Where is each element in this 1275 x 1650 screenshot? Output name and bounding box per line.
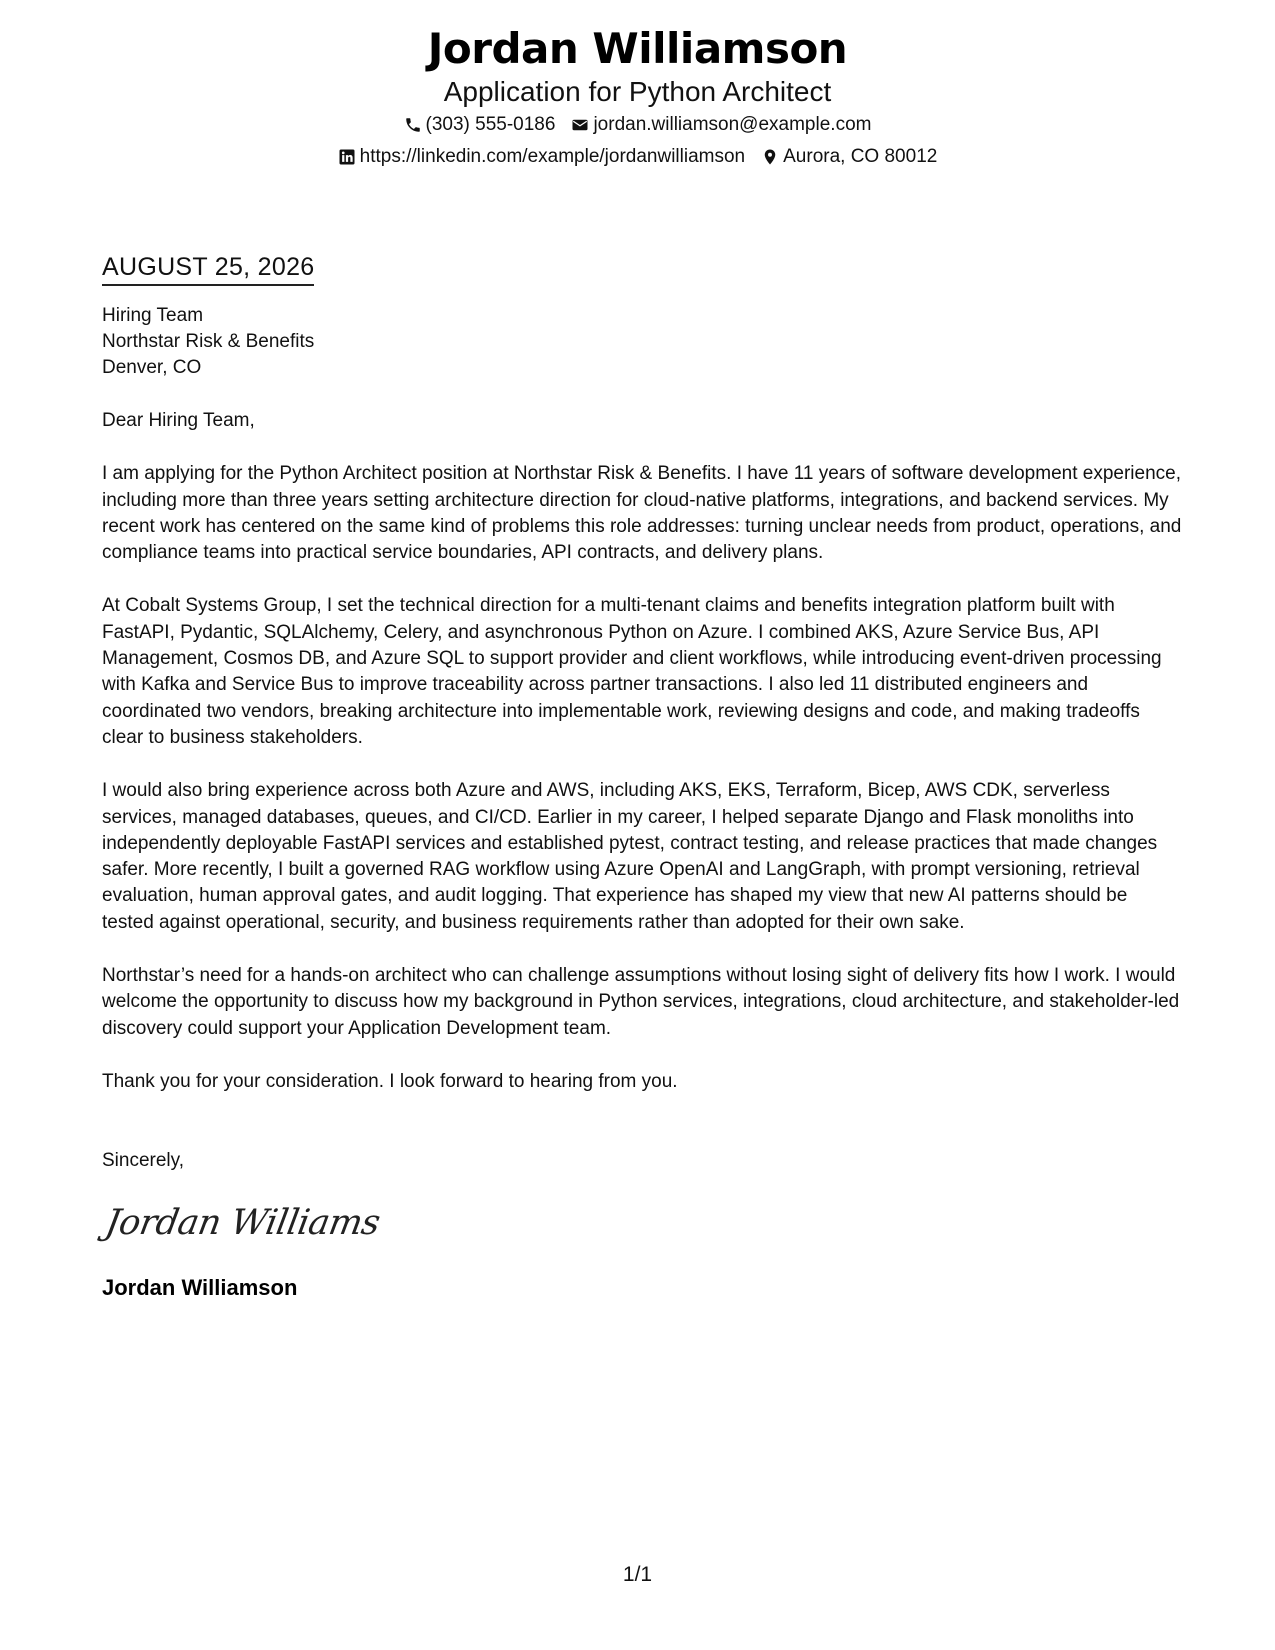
signer-name: Jordan Williamson <box>102 1274 298 1300</box>
letter-date: AUGUST 25, 2026 <box>102 250 314 286</box>
map-pin-icon <box>761 148 779 166</box>
letter-header <box>0 22 1275 173</box>
contact-row-secondary <box>0 141 1275 173</box>
phone-number: (303) 555-0186 <box>425 114 556 135</box>
closing: Sincerely, <box>102 1150 185 1172</box>
recipient-line: Northstar Risk & Benefits <box>102 331 315 352</box>
location-text: Aurora, CO 80012 <box>783 146 938 167</box>
recipient-line: Denver, CO <box>102 357 202 378</box>
applicant-name: Jordan Williamson <box>427 24 848 73</box>
phone-contact <box>404 109 556 141</box>
body-paragraph: At Cobalt Systems Group, I set the technical direction for a multi-tenant claims and benefits integration platform built with FastAPI, Pydantic, SQLAlchemy, Celery, and asynchronous Python on Azure. I combined AKS, Azure Service Bus, API Management, Cosmos DB, and Azure SQL to support provider and client workflows, while introducing event-driven processing with Kafka and Service Bus to improve traceability across partner transactions. I also led 11 distributed engineers and coordinated two vendors, breaking architecture into implementable work, reviewing designs and code, and making tradeoffs clear to business stakeholders. <box>102 595 1162 748</box>
contact-row-primary <box>0 109 1275 141</box>
body-paragraph: Thank you for your consideration. I look forward to hearing from you. <box>102 1070 678 1092</box>
body-paragraph: Northstar’s need for a hands-on architect who can challenge assumptions without losing sight of delivery fits how I work. I would welcome the opportunity to discuss how my background in Python services, integrations, cloud architecture, and stakeholder-led discovery could support your Application Development team. <box>102 965 1180 1039</box>
linkedin-contact <box>338 141 745 173</box>
recipient-line: Hiring Team <box>102 305 204 326</box>
letter-body <box>102 250 1182 1303</box>
location-contact <box>761 141 937 173</box>
recipient-block <box>102 303 1182 381</box>
page-number: 1/1 <box>622 1563 653 1586</box>
body-paragraph: I would also bring experience across both Azure and AWS, including AKS, EKS, Terraform, Bicep, AWS CDK, serverless services, managed databases, queues, and CI/CD. Earlier in my career, I helped separate Django and Flask monoliths into independently deployable FastAPI services and established pytest, contract testing, and release practices that made changes safer. More recently, I built a governed RAG workflow using Azure OpenAI and LangGraph, with prompt versioning, retrieval evaluation, human approval gates, and audit logging. That experience has shaped my view that new AI patterns should be tested against operational, security, and business requirements rather than adopted for their own sake. <box>102 780 1158 933</box>
linkedin-icon <box>338 148 356 166</box>
salutation: Dear Hiring Team, <box>102 410 255 431</box>
email-address: jordan.williamson@example.com <box>593 114 872 135</box>
body-paragraph: I am applying for the Python Architect position at Northstar Risk & Benefits. I have 11 years of software development experience, including more than three years setting architecture direction for cloud-native platforms, integrations, and backend services. My recent work has centered on the same kind of problems this role addresses: turning unclear needs from product, operations, and compliance teams into practical service boundaries, API contracts, and delivery plans. <box>102 463 1182 564</box>
application-title: Application for Python Architect <box>443 76 832 107</box>
envelope-icon <box>571 116 589 134</box>
handwritten-signature: Jordan Williams <box>102 1202 383 1243</box>
linkedin-url: https://linkedin.com/example/jordanwilliamson <box>359 146 746 167</box>
phone-icon <box>404 116 422 134</box>
email-contact <box>571 109 871 141</box>
